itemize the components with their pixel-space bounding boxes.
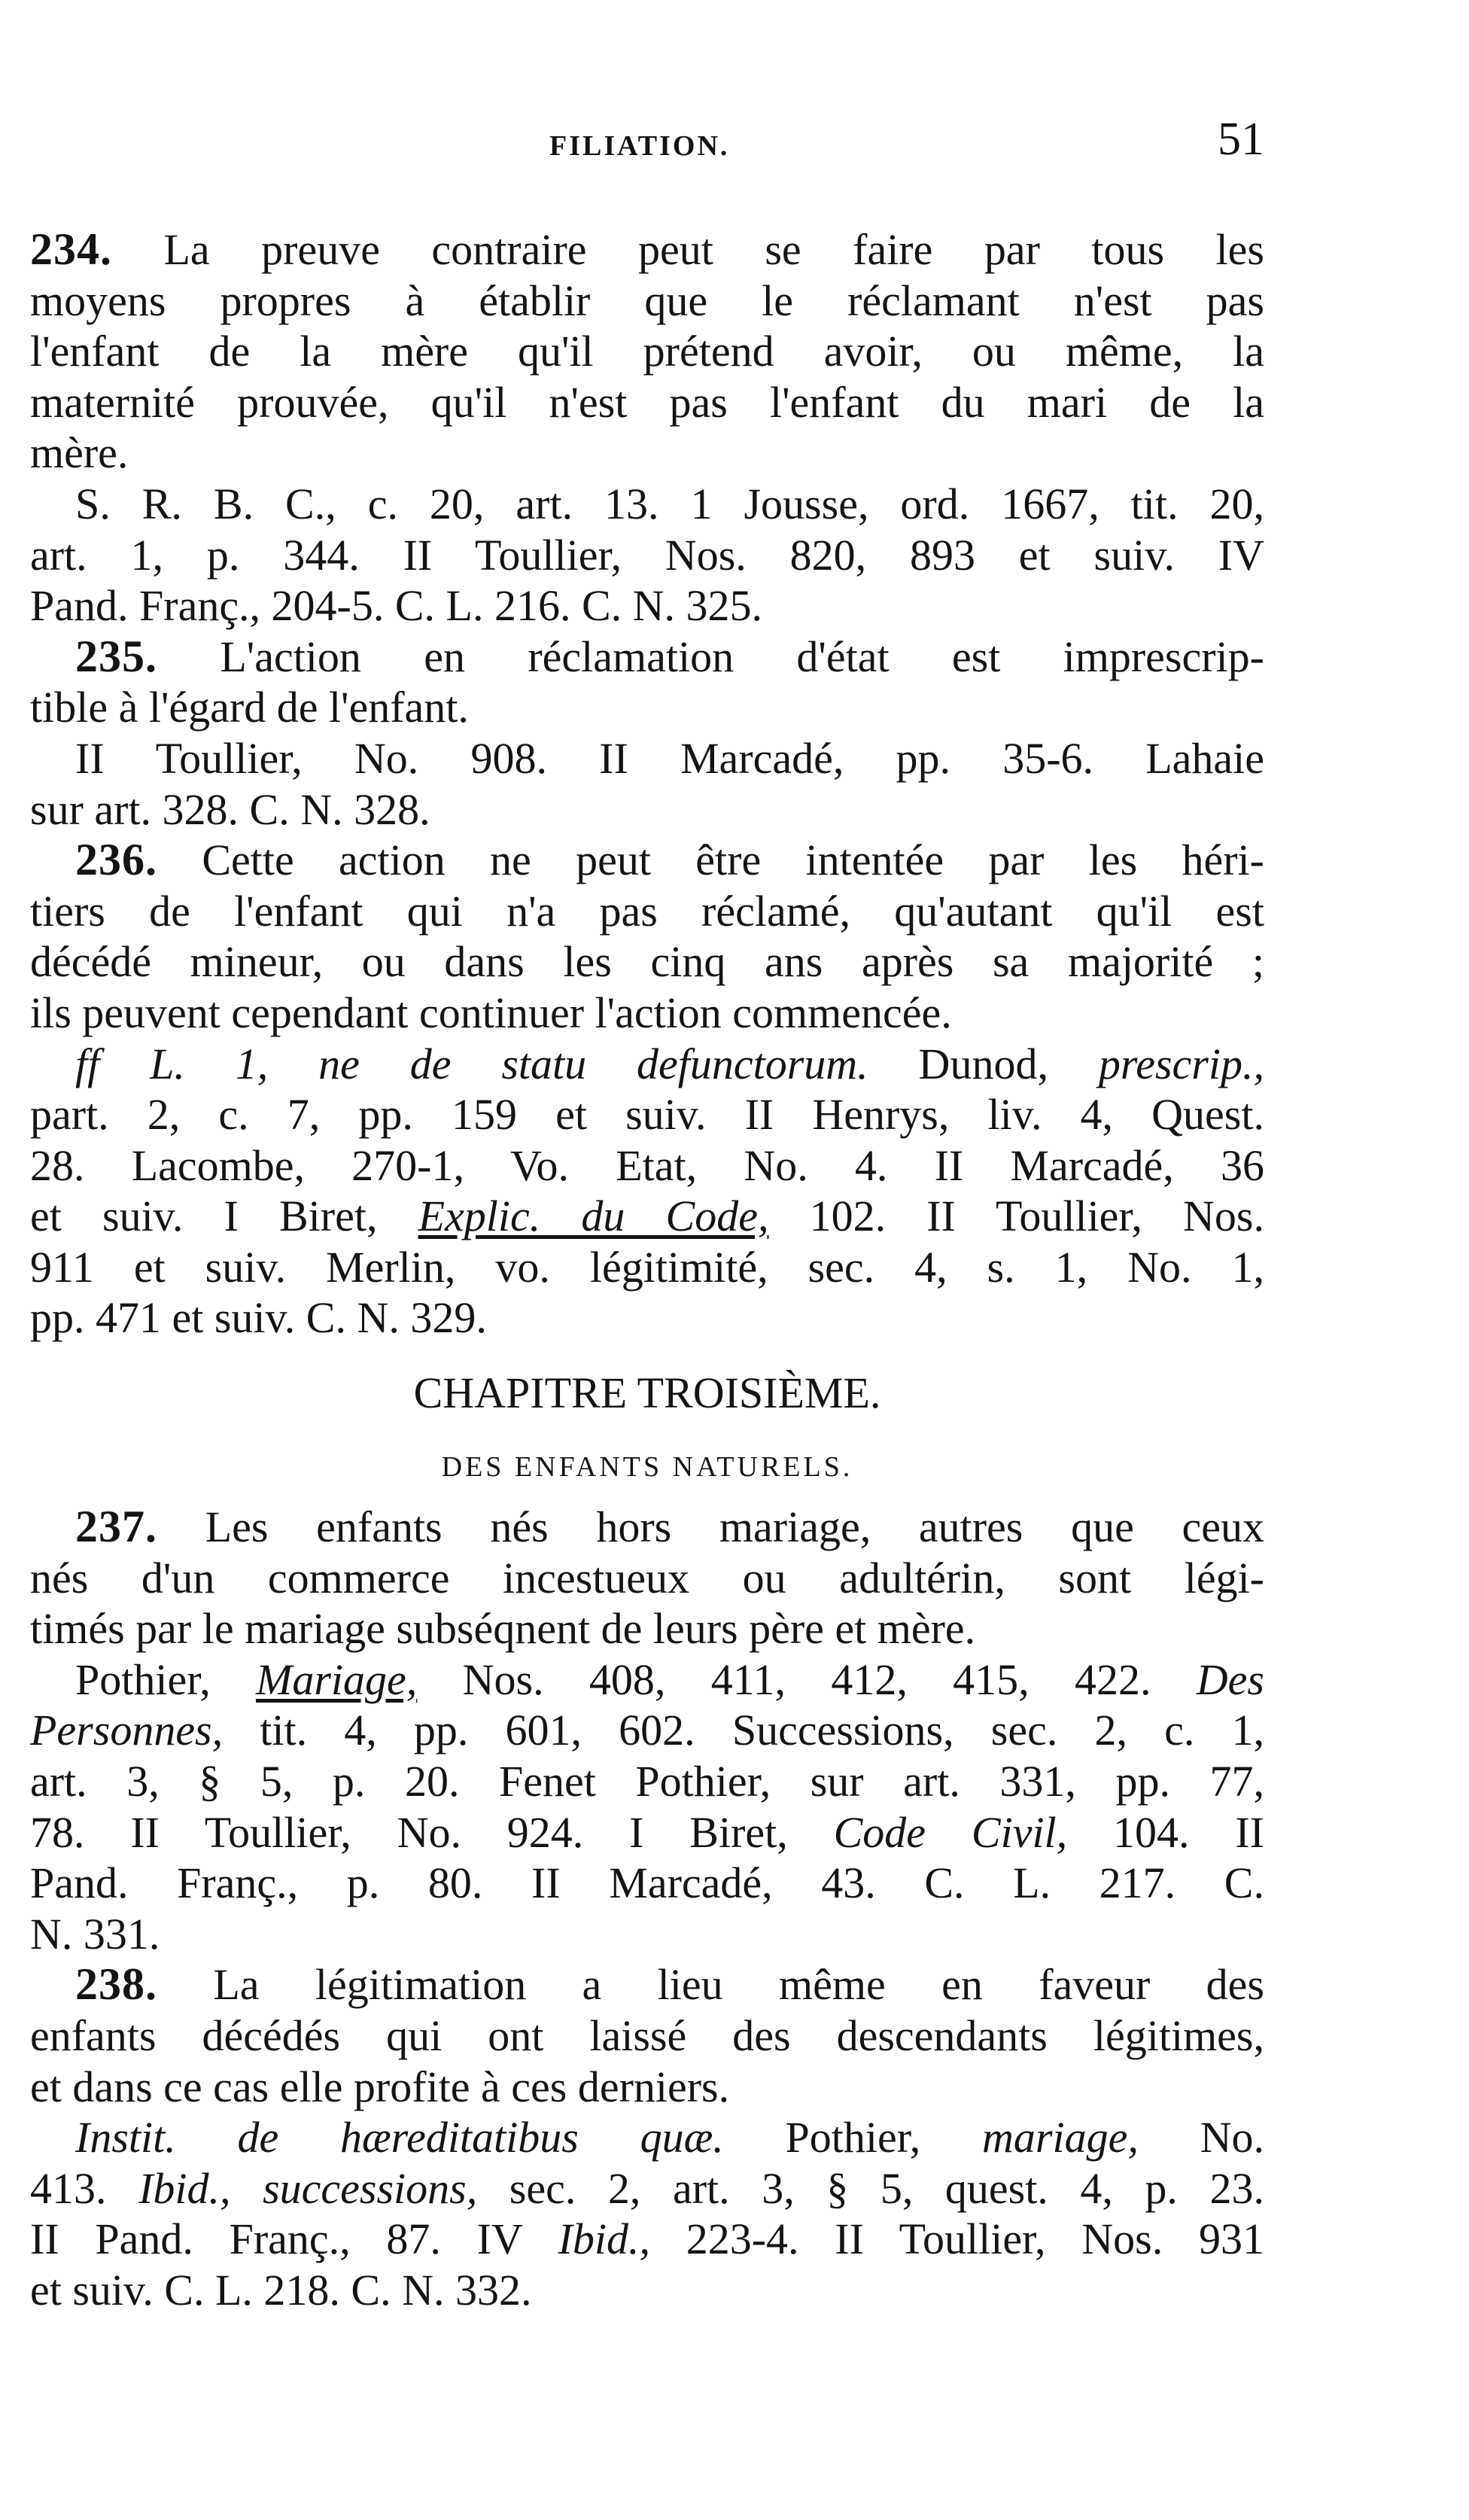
article-line: tible à l'égard de l'enfant. bbox=[30, 683, 469, 732]
reference-line: II Toullier, No. 908. II Marcadé, pp. 35-6. Lahaie bbox=[75, 733, 1264, 783]
reference-line: Instit. de hæreditatibus quæ. Pothier, mariage, No. bbox=[75, 2113, 1264, 2162]
reference-line: art. 1, p. 344. II Toullier, Nos. 820, 893 et suiv. IV bbox=[30, 530, 1264, 580]
reference-line: et suiv. C. L. 218. C. N. 332. bbox=[30, 2265, 532, 2315]
reference-line: S. R. B. C., c. 20, art. 13. 1 Jousse, ord. 1667, tit. 20, bbox=[75, 479, 1264, 528]
article-number: 237. bbox=[75, 1502, 157, 1552]
reference-line: Pand. Franç., 204-5. C. L. 216. C. N. 325. bbox=[30, 581, 763, 631]
article-line: timés par le mariage subséqnent de leurs père et mère. bbox=[30, 1604, 976, 1654]
article-line: 235. L'action en réclamation d'état est imprescrip- bbox=[75, 631, 1264, 681]
article-line: enfants décédés qui ont laissé des descendants légitimes, bbox=[30, 2011, 1264, 2060]
article-line: maternité prouvée, qu'il n'est pas l'enfant du mari de la bbox=[30, 377, 1264, 427]
article-235 bbox=[30, 632, 1264, 835]
reference-line: Personnes, tit. 4, pp. 601, 602. Successions, sec. 2, c. 1, bbox=[30, 1706, 1264, 1755]
article-line: décédé mineur, ou dans les cinq ans après sa majorité ; bbox=[30, 937, 1264, 987]
article-line: 234. La preuve contraire peut se faire par tous les bbox=[30, 224, 1264, 274]
reference-line: et suiv. I Biret, Explic. du Code, 102. II Toullier, Nos. bbox=[30, 1192, 1265, 1241]
article-line: moyens propres à établir que le réclamant n'est pas bbox=[30, 275, 1264, 325]
page-body bbox=[30, 224, 1264, 2316]
article-line: 238. La légitimation a lieu même en faveur des bbox=[75, 1959, 1264, 2010]
reference-line: 78. II Toullier, No. 924. I Biret, Code Civil, 104. II bbox=[30, 1807, 1264, 1857]
article-line: tiers de l'enfant qui n'a pas réclamé, qu'autant qu'il est bbox=[30, 886, 1264, 936]
chapter-title: CHAPITRE TROISIÈME. bbox=[413, 1368, 881, 1418]
article-237 bbox=[30, 1502, 1264, 1959]
article-236 bbox=[30, 835, 1264, 1344]
reference-line: ff L. 1, ne de statu defunctorum. Dunod, prescrip., bbox=[75, 1039, 1264, 1088]
reference-line: Pothier, Mariage, Nos. 408, 411, 412, 415, 422. Des bbox=[75, 1654, 1264, 1704]
article-line: 237. Les enfants nés hors mariage, autres que ceux bbox=[75, 1502, 1264, 1552]
reference-line: 28. Lacombe, 270-1, Vo. Etat, No. 4. II Marcadé, 36 bbox=[30, 1140, 1264, 1190]
article-number: 238. bbox=[75, 1959, 157, 2010]
reference-line: 911 et suiv. Merlin, vo. légitimité, sec. 4, s. 1, No. 1, bbox=[30, 1242, 1264, 1292]
reference-line: 413. Ibid., successions, sec. 2, art. 3, § 5, quest. 4, p. 23. bbox=[30, 2163, 1264, 2213]
reference-line: sur art. 328. C. N. 328. bbox=[30, 784, 430, 834]
reference-line: art. 3, § 5, p. 20. Fenet Pothier, sur art. 331, pp. 77, bbox=[30, 1757, 1264, 1806]
article-line: 236. Cette action ne peut être intentée par les héri- bbox=[75, 835, 1264, 885]
article-line: ils peuvent cependant continuer l'action commencée. bbox=[30, 988, 952, 1037]
article-number: 234. bbox=[30, 224, 112, 274]
article-234 bbox=[30, 224, 1264, 632]
article-line: et dans ce cas elle profite à ces derniers. bbox=[30, 2062, 730, 2111]
section-title: DES ENFANTS NATURELS. bbox=[441, 1451, 853, 1484]
article-238 bbox=[30, 1959, 1264, 2315]
reference-line: II Pand. Franç., 87. IV Ibid., 223-4. II Toullier, Nos. 931 bbox=[30, 2214, 1264, 2264]
article-number: 235. bbox=[75, 631, 157, 681]
reference-line: N. 331. bbox=[30, 1909, 160, 1958]
running-head bbox=[30, 113, 1264, 173]
article-line: mère. bbox=[30, 428, 129, 478]
article-line: l'enfant de la mère qu'il prétend avoir, ou même, la bbox=[30, 327, 1264, 376]
article-line: nés d'un commerce incestueux ou adultérin, sont légi- bbox=[30, 1553, 1264, 1602]
page-number: 51 bbox=[1218, 114, 1264, 165]
running-title: FILIATION. bbox=[549, 130, 730, 162]
reference-line: pp. 471 et suiv. C. N. 329. bbox=[30, 1293, 487, 1343]
article-number: 236. bbox=[75, 835, 157, 885]
reference-line: part. 2, c. 7, pp. 159 et suiv. II Henrys, liv. 4, Quest. bbox=[30, 1090, 1264, 1140]
reference-line: Pand. Franç., p. 80. II Marcadé, 43. C. L. 217. C. bbox=[30, 1858, 1264, 1908]
